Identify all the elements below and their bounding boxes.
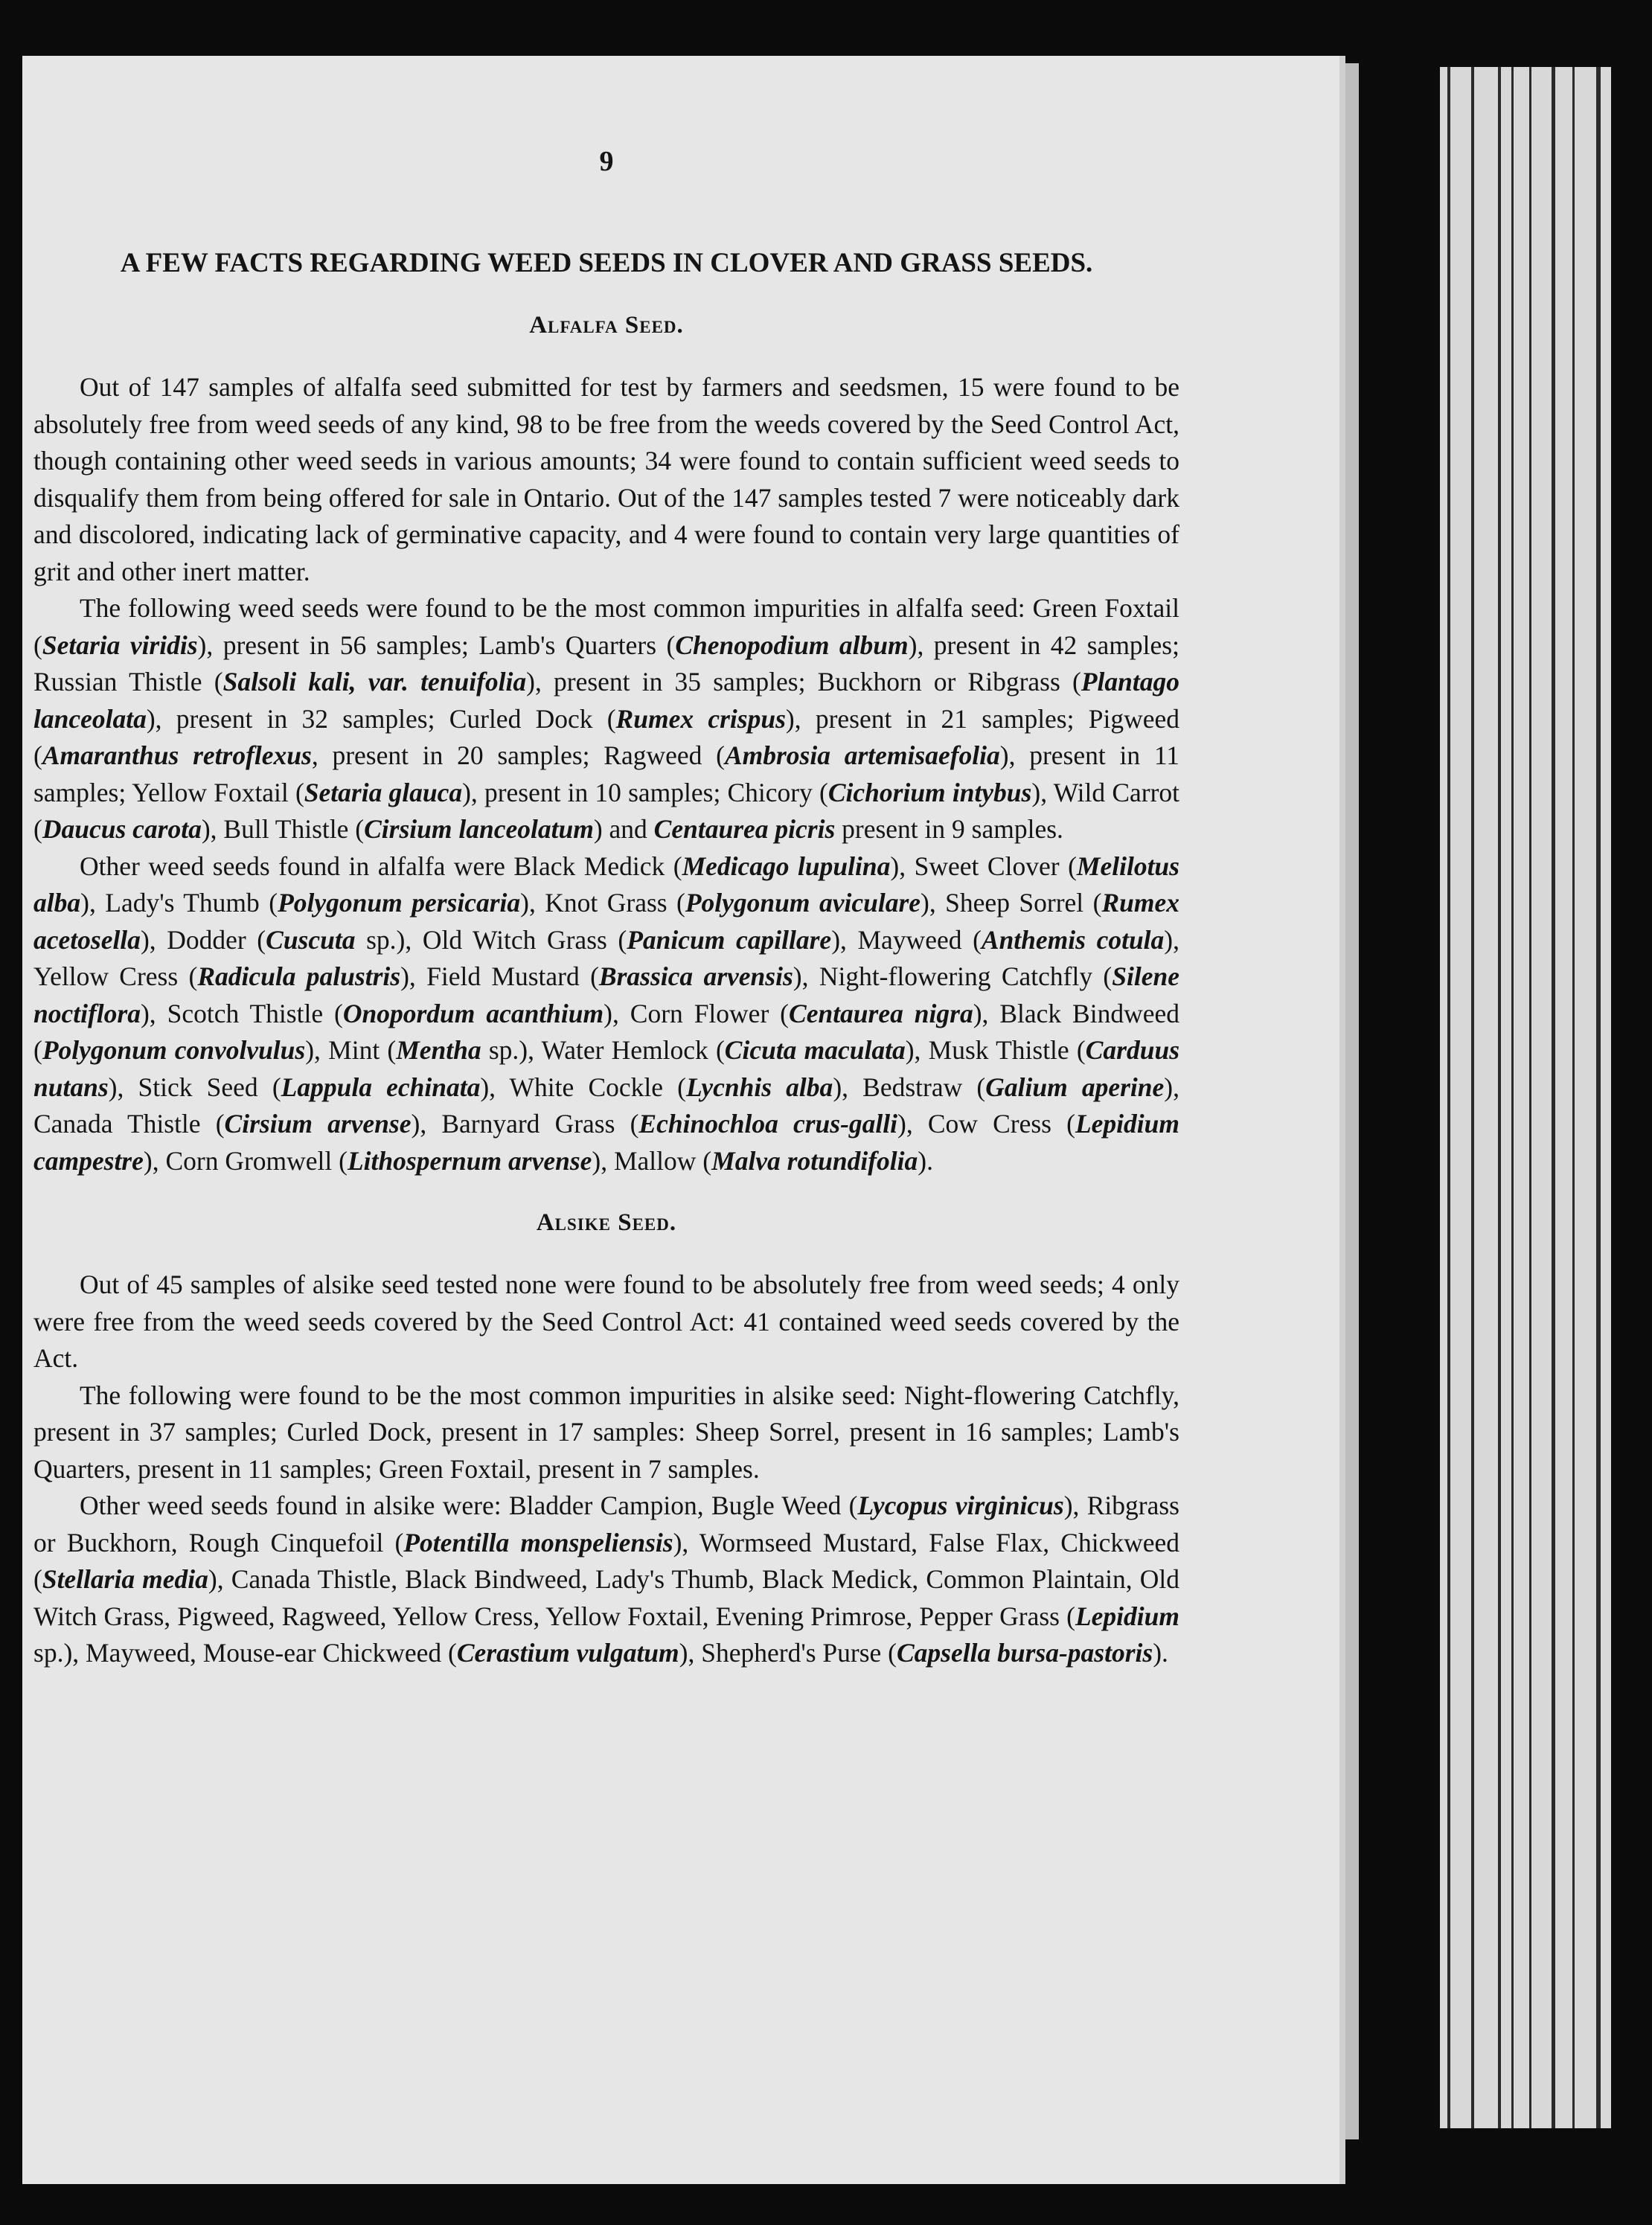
- text-run: ), Sweet Clover (: [890, 851, 1077, 881]
- document-title: A FEW FACTS REGARDING WEED SEEDS IN CLOVER AND GRASS SEEDS.: [120, 248, 1093, 278]
- text-run: ), present in 10 samples; Chicory (: [462, 777, 828, 807]
- text-run: sp.), Old Witch Grass (: [355, 924, 627, 955]
- section-heading: Alsike Seed.: [536, 1209, 677, 1236]
- page-content: [33, 145, 1179, 1672]
- species-name: Capsella bursa-pastoris: [897, 1638, 1153, 1668]
- text-run: Other weed seeds found in alsike were: Bladder Campion, Bugle Weed (: [80, 1491, 858, 1520]
- text-run: ), Mallow (: [592, 1145, 712, 1176]
- species-name: Plantago lanceolata: [33, 667, 1179, 734]
- species-name: Potentilla monspeliensis: [403, 1527, 673, 1558]
- species-name: Malva rotundifolia: [711, 1145, 918, 1176]
- text-run: ), Corn Flower (: [604, 998, 790, 1028]
- page-stack-edges: [1440, 67, 1611, 2128]
- species-name: Setaria glauca: [304, 777, 463, 807]
- text-run: Out of 147 samples of alfalfa seed submitted for test by farmers and seedsmen, 15 were found to be absolutely free from weed seeds of any kind, 98 to be free from the weeds covered by the Seed Control Act, though containing other weed seeds in various amounts; 34 were found to contain sufficient weed seeds to disqualify them from being offered for sale in Ontario. Out of the 147 samples tested 7 were noticeably dark and discolored, indicating lack of germinative capacity, and 4 were found to contain very large quantities of grit and other inert matter.: [33, 372, 1179, 586]
- species-name: Polygonum persicaria: [278, 888, 521, 918]
- species-name: Echinochloa crus-galli: [638, 1109, 898, 1139]
- species-name: Carduus nutans: [33, 1035, 1180, 1102]
- text-run: ), Ribgrass or Buckhorn, Rough Cinquefoil (: [33, 1491, 1179, 1558]
- species-name: Rumex acetosella: [33, 888, 1179, 955]
- species-name: Cicuta maculata: [724, 1035, 906, 1065]
- text-run: ), Wild Carrot (: [33, 777, 1180, 844]
- text-run: The following were found to be the most common impurities in alsike seed: Night-flowering Catchfly, present in 37 samples; Curled Dock, present in 17 samples: Sheep Sorrel, present in 16 samples; Lamb's Quarters, present in 11 samples; Green Foxtail, present in 7 samples.: [33, 1380, 1179, 1484]
- text-run: ), Bedstraw (: [833, 1072, 986, 1102]
- paragraph: [33, 848, 1179, 1180]
- species-name: Setaria viridis: [42, 630, 198, 660]
- text-run: Other weed seeds found in alfalfa were Black Medick (: [80, 851, 682, 881]
- species-name: Cirsium arvense: [224, 1109, 412, 1139]
- text-run: ), present in 32 samples; Curled Dock (: [146, 703, 616, 734]
- species-name: Polygonum aviculare: [685, 888, 921, 918]
- text-run: ) and: [593, 814, 654, 844]
- sections: [33, 312, 1179, 1672]
- text-run: ), Canada Thistle, Black Bindweed, Lady's Thumb, Black Medick, Common Plaintain, Old Witch Grass, Pigweed, Ragweed, Yellow Cress, Yellow Foxtail, Evening Primrose, Pepper Grass (: [33, 1564, 1180, 1631]
- text-run: The following weed seeds were found to be the most common impurities in alfalfa seed: Green Foxtail (: [33, 593, 1179, 660]
- text-run: ), Barnyard Grass (: [411, 1109, 639, 1139]
- species-name: Cerastium vulgatum: [456, 1638, 679, 1668]
- text-run: ), Black Bindweed (: [33, 998, 1180, 1065]
- paragraph: [33, 590, 1179, 848]
- species-name: Galium aperine: [985, 1072, 1165, 1102]
- species-name: Cichorium intybus: [827, 777, 1032, 807]
- text-run: ).: [918, 1145, 933, 1176]
- species-name: Anthemis cotula: [981, 924, 1165, 955]
- text-run: sp.), Water Hemlock (: [481, 1035, 725, 1065]
- text-run: ), Knot Grass (: [520, 888, 685, 918]
- paragraph: [33, 1488, 1179, 1672]
- text-run: ), present in 56 samples; Lamb's Quarters (: [197, 630, 676, 660]
- species-name: Chenopodium album: [675, 630, 909, 660]
- text-run: ), present in 42 samples; Russian Thistle (: [33, 630, 1179, 697]
- species-name: Lithospernum arvense: [347, 1145, 592, 1176]
- paragraph: [33, 1267, 1179, 1377]
- species-name: Brassica arvensis: [598, 961, 793, 991]
- page-edge: [1345, 63, 1359, 2139]
- species-name: Panicum capillare: [627, 924, 832, 955]
- text-run: ).: [1153, 1638, 1168, 1668]
- text-run: ), Shepherd's Purse (: [679, 1638, 897, 1668]
- species-name: Lepidium: [1075, 1601, 1179, 1631]
- species-name: Lepidium campestre: [33, 1109, 1179, 1176]
- page-number: 9: [599, 146, 614, 177]
- species-name: Polygonum convolvulus: [42, 1035, 306, 1065]
- text-run: ), Lady's Thumb (: [80, 888, 278, 918]
- species-name: Cuscuta: [266, 924, 356, 955]
- species-name: Melilotus alba: [33, 851, 1179, 918]
- text-run: ), Sheep Sorrel (: [921, 888, 1102, 918]
- text-run: ), Musk Thistle (: [905, 1035, 1086, 1065]
- text-run: present in 9 samples.: [835, 814, 1063, 844]
- text-run: ), Field Mustard (: [400, 961, 599, 991]
- text-run: ), Corn Gromwell (: [143, 1145, 348, 1176]
- species-name: Ambrosia artemisaefolia: [724, 740, 1000, 770]
- species-name: Silene noctiflora: [33, 961, 1179, 1028]
- text-run: ), Scotch Thistle (: [140, 998, 343, 1028]
- species-name: Amaranthus retroflexus: [42, 740, 312, 770]
- species-name: Radicula palustris: [197, 961, 401, 991]
- text-run: , present in 20 samples; Ragweed (: [311, 740, 725, 770]
- species-name: Onopordum acanthium: [342, 998, 604, 1028]
- text-run: Out of 45 samples of alsike seed tested none were found to be absolutely free from weed seeds; 4 only were free from the weed seeds covered by the Seed Control Act: 41 contained weed seeds covered by the Act.: [33, 1270, 1179, 1373]
- species-name: Medicago lupulina: [682, 851, 891, 881]
- species-name: Stellaria media: [42, 1564, 208, 1594]
- species-name: Lappula echinata: [281, 1072, 481, 1102]
- text-run: ), Canada Thistle (: [33, 1072, 1179, 1139]
- text-run: ), Dodder (: [140, 924, 266, 955]
- paragraph: [33, 1377, 1179, 1488]
- species-name: Daucus carota: [42, 814, 202, 844]
- text-run: ), Stick Seed (: [108, 1072, 281, 1102]
- text-run: ), present in 11 samples; Yellow Foxtail (: [33, 740, 1179, 807]
- species-name: Centaurea picris: [653, 814, 836, 844]
- species-name: Salsoli kali, var. tenuifolia: [222, 667, 527, 697]
- text-run: ), present in 35 samples; Buckhorn or Ribgrass (: [526, 667, 1081, 697]
- species-name: Mentha: [396, 1035, 481, 1065]
- species-name: Lycnhis alba: [685, 1072, 833, 1102]
- text-run: ), Yellow Cress (: [33, 924, 1179, 991]
- text-run: ), Wormseed Mustard, False Flax, Chickweed (: [33, 1527, 1179, 1594]
- paragraph: [33, 369, 1179, 590]
- text-run: ), Mint (: [305, 1035, 397, 1065]
- text-run: ), Night-flowering Catchfly (: [793, 961, 1112, 991]
- species-name: Centaurea nigra: [789, 998, 973, 1028]
- section-heading: Alfalfa Seed.: [529, 312, 684, 339]
- text-run: sp.), Mayweed, Mouse-ear Chickweed (: [33, 1638, 457, 1668]
- text-run: ), Bull Thistle (: [201, 814, 365, 844]
- species-name: Lycopus virginicus: [857, 1491, 1064, 1520]
- text-run: ), Mayweed (: [831, 924, 982, 955]
- species-name: Rumex crispus: [615, 703, 786, 734]
- text-run: ), Cow Cress (: [897, 1109, 1075, 1139]
- text-run: ), White Cockle (: [480, 1072, 686, 1102]
- species-name: Cirsium lanceolatum: [364, 814, 594, 844]
- text-run: ), present in 21 samples; Pigweed (: [33, 703, 1179, 770]
